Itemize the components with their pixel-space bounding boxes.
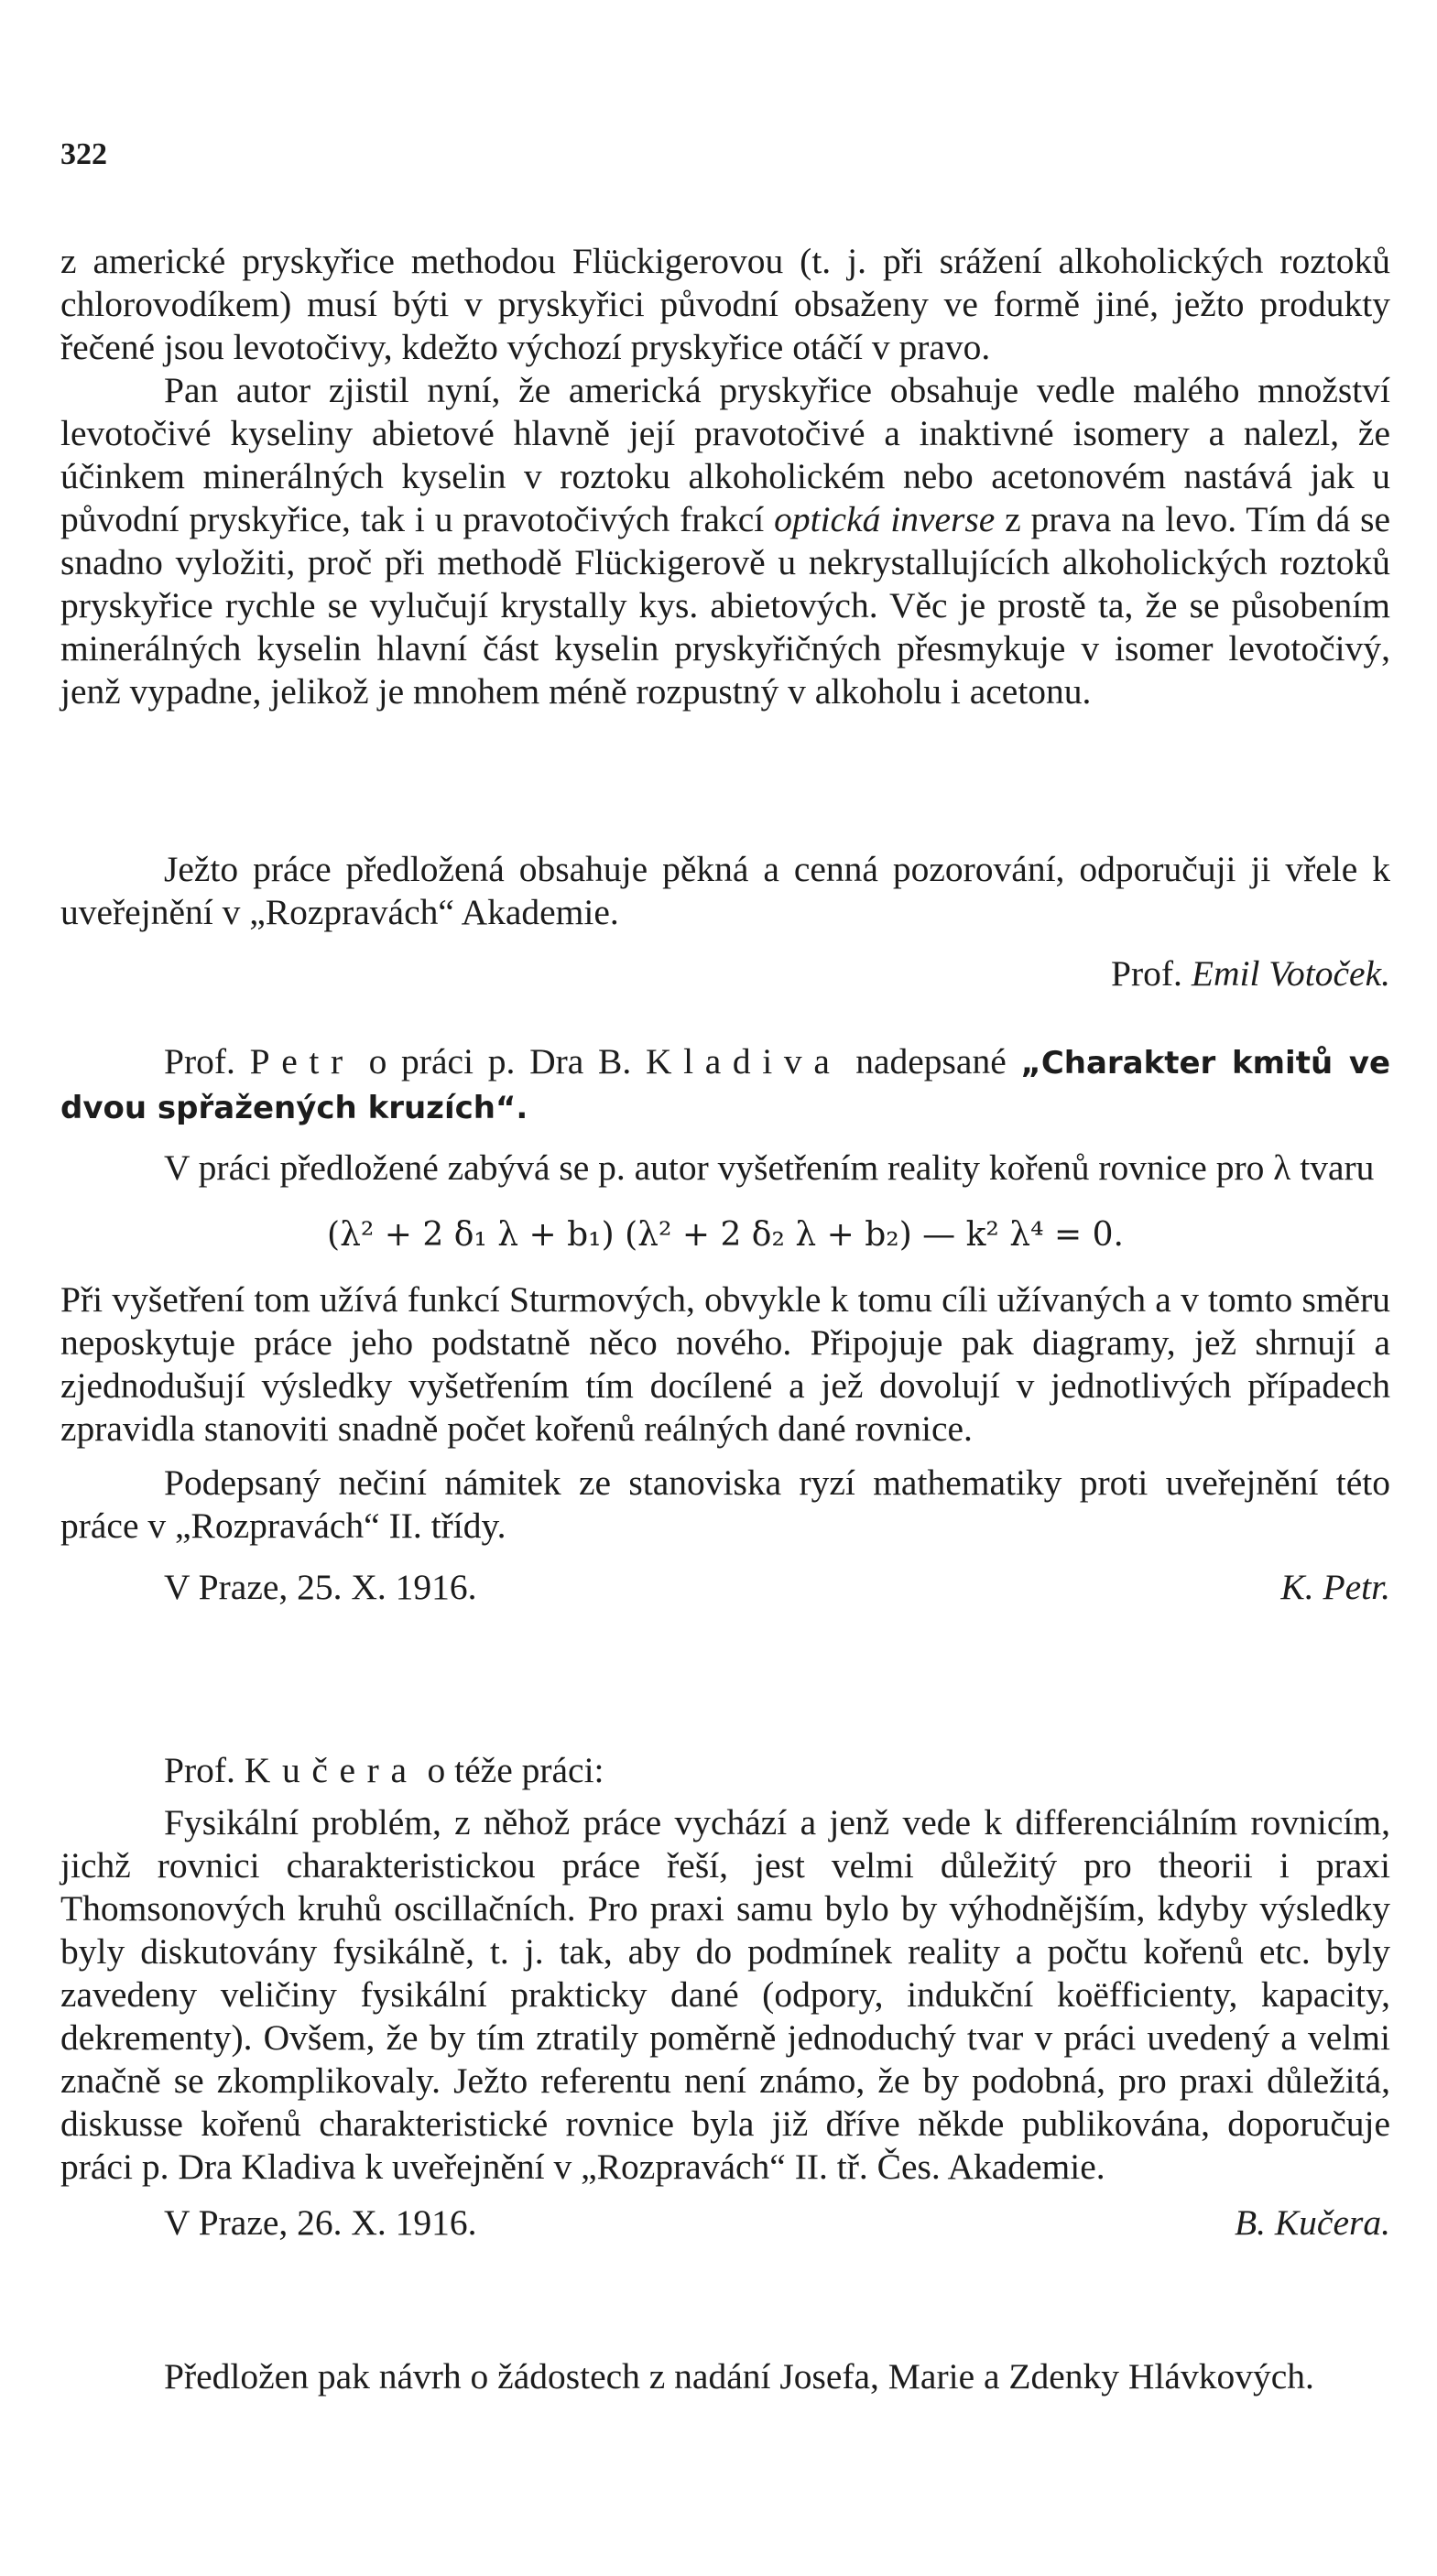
- paragraph-task: V práci předložené zabývá se p. autor vyšetřením reality kořenů rovnice pro λ tvaru: [164, 1147, 1375, 1188]
- paragraph-author-findings: Pan autor zjistil nyní, že americká pryskyřice obsahuje vedle malého množství levotočivé kyseliny abietové hlavně její pravotočivé a inaktivné isomery a nalezl, že účinkem minerálných kyselin v roztoku alkoholickém nebo acetonovém nastává jak u původní pryskyřice, tak i u pravotočivých frakcí optická inverse z prava na levo. Tím dá se snadno vyložiti, proč při methodě Flückigerově u nekrystallujících alkoholických roztoků pryskyřice rychle se vylučují krystally kys. abietových. Věc je prostě ta, že se působením minerálných kyselin hlavní část kyselin pryskyřičných přesmykuje v isomer levotočivý, jenž vypadne, jelikož je mnohem méně rozpustný v alkoholu i acetonu.: [60, 370, 1391, 712]
- place-date: V Praze, 26. X. 1916.: [164, 2202, 477, 2243]
- equation: (λ² + 2 δ₁ λ + b₁) (λ² + 2 δ₂ λ + b₂) — k² λ⁴ = 0.: [327, 1216, 1124, 1254]
- paragraph-method: Při vyšetření tom užívá funkcí Sturmových, obvykle k tomu cíli užívaných a v tomto směru neposkytuje práce jeho podstatně něco nového. Připojuje pak diagramy, jež shrnují a zjednodušují výsledky vyšetřením tím docílené a jež dovolují v jednotlivých případech zpravidla stanoviti snadně počet kořenů reálných dané rovnice.: [60, 1279, 1390, 1449]
- report-heading-kucera: Prof. Kučera o téže práci:: [164, 1750, 604, 1790]
- signature-votocek: Prof. Emil Votoček.: [1111, 953, 1390, 994]
- report-kucera-block: [60, 1749, 1390, 2244]
- text-block-1: [60, 240, 1390, 713]
- paragraph-continuation: z americké pryskyřice methodou Flückigerovou (t. j. při srážení alkoholických roztoků chlorovodíkem) musí býti v pryskyřici původní obsaženy ve formě jiné, ježto produkty řečené jsou levotočivy, kdežto výchozí pryskyřice otáčí v pravo.: [60, 241, 1390, 367]
- paper-title: „Charakter kmitů ve dvou spřažených kruzích“.: [60, 1045, 1391, 1126]
- report-heading-petr: Prof. Petr o práci p. Dra B. Kladiva nadepsané „Charakter kmitů ve dvou spřažených kruzích“.: [60, 1041, 1391, 1126]
- recommendation-block: [60, 848, 1390, 995]
- dateline-petr: [60, 1566, 1390, 1609]
- signature-petr: K. Petr.: [1280, 1567, 1390, 1607]
- final-block: [60, 2355, 1390, 2398]
- place-date: V Praze, 25. X. 1916.: [164, 1567, 477, 1607]
- paragraph-hlavka-foundation: Předložen pak návrh o žádostech z nadání Josefa, Marie a Zdenky Hlávkových.: [164, 2356, 1314, 2397]
- signature-kucera: B. Kučera.: [1234, 2202, 1390, 2243]
- dateline-kucera: [60, 2201, 1390, 2244]
- page-number: 322: [60, 137, 107, 171]
- emphasis-optical-inversion: optická inverse: [774, 499, 996, 539]
- report-petr-block: [60, 1040, 1390, 1609]
- paragraph-physical-problem: Fysikální problém, z něhož práce vychází a jenž vede k differenciálním rovnicím, jichž rovnici charakteristickou práce řeší, jest velmi důležitý pro theorii i praxi Thomsonových kruhů oscillačních. Pro praxi samu bylo by výhodnějším, kdyby výsledky byly diskutovány fysikálně, t. j. tak, aby do podmínek reality a počtu kořenů etc. byly zavedeny veličiny fysikální prakticky dané (odpory, indukční koëfficienty, kapacity, dekrementy). Ovšem, že by tím ztratily poměrně jednoduchý tvar v práci uvedený a velmi značně se zkomplikovaly. Ježto referentu není známo, že by podobná, pro praxi důležitá, diskusse kořenů charakteristické rovnice byla již dříve někde publikována, doporučuje práci p. Dra Kladiva k uveřejnění v „Rozpravách“ II. tř. Čes. Akademie.: [60, 1802, 1390, 2187]
- paragraph-no-objection: Podepsaný nečiní námitek ze stanoviska ryzí mathematiky proti uveřejnění této práce v „Rozpravách“ II. třídy.: [60, 1462, 1390, 1546]
- paragraph-recommendation: Ježto práce předložená obsahuje pěkná a cenná pozorování, odporučuji ji vřele k uveřejnění v „Rozpravách“ Akademie.: [60, 849, 1390, 932]
